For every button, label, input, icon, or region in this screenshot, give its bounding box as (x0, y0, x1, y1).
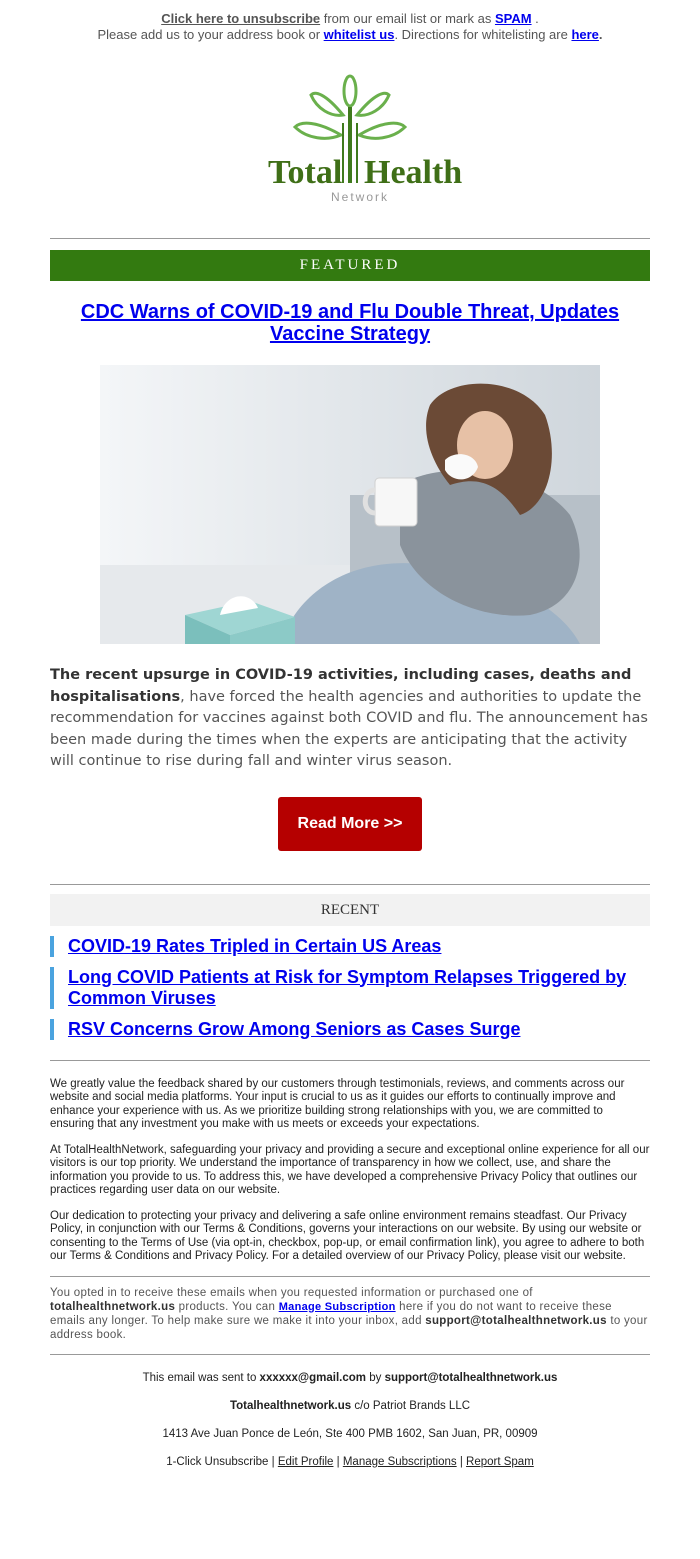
logo-tagline: Network (330, 190, 390, 204)
header-links (0, 0, 700, 43)
featured-headline (50, 301, 650, 345)
optin-email: support@totalhealthnetwork.us (425, 1314, 607, 1327)
company-domain: Totalhealthnetwork.us (229, 1399, 352, 1412)
optin-text: products. You can (175, 1300, 279, 1313)
footer-text: c/o Patriot Brands LLC (351, 1399, 471, 1412)
divider (50, 884, 650, 885)
optin-text: You opted in to receive these emails when you requested information or purchased one of (50, 1286, 533, 1299)
optin-domain: totalhealthnetwork.us (50, 1300, 176, 1313)
footer-sent-to (50, 1372, 650, 1384)
footer-text: This email was sent to (142, 1371, 260, 1384)
one-click-unsubscribe[interactable]: 1-Click Unsubscribe (166, 1455, 269, 1468)
header-text: Please add us to your address book or (97, 27, 324, 42)
recent-item (50, 967, 650, 1009)
optin-notice (50, 1286, 650, 1342)
recent-item (50, 936, 650, 957)
divider (50, 1354, 650, 1355)
recent-heading: RECENT (50, 894, 650, 926)
sender-email: support@totalhealthnetwork.us (384, 1371, 558, 1384)
footer-links (50, 1456, 650, 1468)
brand-logo[interactable] (50, 43, 650, 218)
spam-link[interactable]: SPAM (494, 11, 532, 26)
header-text: . (598, 27, 603, 42)
footer-address: 1413 Ave Juan Ponce de León, Ste 400 PMB 1602, San Juan, PR, 00909 (162, 1427, 538, 1440)
whitelist-link[interactable]: whitelist us (323, 27, 395, 42)
featured-summary (50, 665, 650, 773)
legal-text (50, 1078, 650, 1264)
logo-word-total: Total (268, 154, 343, 191)
separator: | (456, 1455, 467, 1468)
unsubscribe-link[interactable]: Click here to unsubscribe (161, 11, 321, 26)
report-spam-link[interactable]: Report Spam (466, 1455, 534, 1468)
legal-paragraph: Our dedication to protecting your privacy and delivering a safe online environment remains steadfast. Our Privacy Policy, in conjunction with our Terms & Conditions, governs your interactions on our website. By using our website or consenting to the Terms of Use (via opt-in, checkbox, pop-up, or email confirmation link), you agree to adhere to both our Terms & Conditions and Privacy Policy. For a detailed overview of our Privacy Policy, please visit our website. (50, 1209, 645, 1262)
logo-word-health: Health (364, 154, 463, 191)
recent-article-link[interactable]: COVID-19 Rates Tripled in Certain US Areas (68, 935, 442, 956)
manage-subscriptions-link[interactable]: Manage Subscriptions (342, 1455, 457, 1468)
whitelist-directions-link[interactable]: here (571, 27, 599, 42)
recent-article-link[interactable]: Long COVID Patients at Risk for Symptom Relapses Triggered by Common Viruses (68, 966, 627, 1008)
legal-paragraph: At TotalHealthNetwork, safeguarding your privacy and providing a secure and exceptional online experience for all our visitors is our top priority. We understand the importance of transparency in how we collect, use, and share the information you provide to us. To address this, we have developed a comprehensive Privacy Policy that outlines our practices regarding user data on our website. (50, 1143, 650, 1196)
recipient-email: xxxxxx@gmail.com (259, 1371, 367, 1384)
manage-subscription-link[interactable]: Manage Subscription (278, 1300, 396, 1313)
featured-banner: FEATURED (50, 250, 650, 281)
footer (50, 1372, 650, 1468)
footer-company (50, 1400, 650, 1412)
legal-paragraph: We greatly value the feedback shared by our customers through testimonials, reviews, and comments across our website and social media platforms. Your input is crucial to us as it guides our efforts to continually improve and enhance your experience with us. As we prioritize building strong relationships with you, we are committed to ensuring that any investment you make with us meets or exceeds your expectations. (50, 1077, 625, 1130)
recent-article-link[interactable]: RSV Concerns Grow Among Seniors as Cases Surge (68, 1018, 521, 1039)
edit-profile-link[interactable]: Edit Profile (277, 1455, 334, 1468)
featured-image[interactable] (100, 365, 600, 644)
summary-bold: The recent upsurge in COVID-19 activities, including cases, deaths and hospitalisations (50, 667, 632, 705)
header-text: . Directions for whitelisting are (394, 27, 572, 42)
divider (50, 238, 650, 239)
summary-text: , have forced the health agencies and authorities to update the recommendation for vaccines against both COVID and flu. The announcement has been made during the times when the experts are anticipating that the activity will continue to rise during fall and winter virus season. (50, 688, 648, 769)
footer-text: by (366, 1371, 385, 1384)
divider (50, 1060, 650, 1061)
recent-item (50, 1019, 650, 1040)
read-more-button[interactable]: Read More >> (278, 797, 422, 851)
separator: | (268, 1455, 278, 1468)
featured-headline-link[interactable]: CDC Warns of COVID-19 and Flu Double Threat, Updates Vaccine Strategy (80, 301, 620, 345)
optin-text: here if you do not want to receive these emails any longer. To help make sure we make it into your inbox, add (50, 1300, 612, 1327)
header-text: from our email list or mark as (320, 11, 495, 26)
separator: | (333, 1455, 343, 1468)
header-text: . (531, 11, 539, 26)
divider (50, 1276, 650, 1277)
optin-text: to your address book. (50, 1314, 648, 1341)
